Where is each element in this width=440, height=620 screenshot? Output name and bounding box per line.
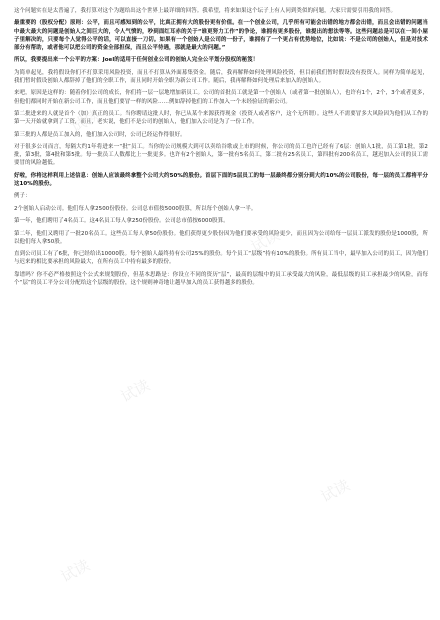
- secret-recipe-paragraph: [14, 56, 428, 64]
- third-layer-paragraph: 第三批的人都是员工加入的，他们加入公司时，公司已经运作得很好。: [14, 131, 186, 138]
- allocation-rule-paragraph: [14, 172, 428, 188]
- second-layer-paragraph: 第二批进来的人就是首个（加）真正的员工。当你聘请这批人时，你已从某个来源获得现金（投资人或者客户，这个无所谓）。这些人不需要冒多大风险因为他们从工作的第一天开始就拿到了工资，而且，老实说，他们不是公司的创始人，他们加入公司是为了一份工作。: [14, 110, 428, 126]
- principle-paragraph: [14, 19, 428, 52]
- example-step-4: 直到公司员工有了6批，你已经给出10000股。每个创始人最终持有公司25%的股份。每个员工“层级”持有10%的股份。所有员工当中，最早加入公司的员工，因为他们与迟来的相比要承担的风险最大，在所有员工中持有最多的股份。: [14, 251, 428, 266]
- example-label: 例子：: [14, 193, 31, 200]
- founders-layer-paragraph: 来吧，原因是这样的：随着你们公司的成长，你们将一层一层地增加新员工。公司的首批员工就是第一个创始人（或者第一批创始人），也许有1个，2个，3个或者更多，但他们都同时开始在新公司工作，而且他们要冒一样的风险……例如辞掉他们的工作加入一个未经验证的新公司。: [14, 90, 428, 105]
- watermark: 试读: [67, 105, 103, 136]
- watermark: 试读: [317, 475, 353, 506]
- watermark: 试读: [57, 555, 93, 586]
- assumptions-paragraph: 为简单起见，我将假设你们不打算采用风险投资，而且不打算从外面募集资金。随后，我再解释如何处理风险投资，但目前我们暂时假设没有投资人。同样为简单起见，我们暂时假设创始人都辞掉了他们的全职工作，而且同时开始全职为新公司工作。随后，我再解释如何处理后来加入的创始人。: [14, 69, 428, 84]
- principle-text: 最重要的（股权分配）原则：公平，而且可感知到的公平，比真正拥有大的股份更有价值。在一个创业公司，几乎所有可能会出错的地方都会出错，而且会出错的问题当中最大最大的问题是创始人之间巨大的，令人气愤的，吵到面红耳赤的关于“谁更努力工作”的争论，谁拥有更多股份，谁提出的想法等等。这些问题总是可以在一间小屋子里解决的，只要每个人觉得公平的话，可以直接一刀切。如果有一个创始人是公司的一份子，谁拥有了一个更占有优势地位，比如说：不是公司的创始人，但是对技术部分有帮助，或者他可以把公司的资金全部担保，而且公平待遇，那就是最大的问题。”: [14, 20, 428, 51]
- example-step-3: 第二年，他们又聘用了一批20名员工。这些员工每人拿50份股份。他们获得更少股份因为他们要承受的风险更少，而且因为公司给每一层员工派发的股份是1000股，所以他们每人拿50股。: [14, 230, 428, 245]
- allocation-rule-text: 好啦，你将这样利用上述信息：创始人应该最终拿整个公司大约50%的股份。首层下面的5层员工的每一层最终都分别分到大约10%的公司股份，每一层的员工都将平分这10%的股份。: [14, 172, 428, 187]
- example-step-2: 第一年，他们聘用了4名员工。这4名员工每人拿250份股份。公司总市值按6000股算。: [14, 218, 229, 225]
- example-step-1: 2个创始人启动公司。他们每人拿2500份股份。公司总市值按5000股算，所以每个创始人拿一半。: [14, 205, 257, 212]
- watermark: 试读: [247, 225, 283, 256]
- watermark: 试读: [117, 375, 153, 406]
- secret-recipe-text: 所以，我要提出来一个公平的方案：Joel的适用于任何创业公司的创始人完全公平划分股权的秘笈！: [14, 57, 259, 64]
- conclusion-paragraph: 靠谱吗？你不必严格按照这个公式来规划股份，但基本思路是：你设立不同的资历“层”，最高的层级中的员工承受最大的风险，最低层级的员工承担最少的风险，而每个“层”的员工平分公司分配给这个层级的股份，这个规则神奇地让越早加入的员工获得越多的股份。: [14, 271, 428, 286]
- layers-per-year-paragraph: 对于很多公司而言，每隔大约1年将进来一“批”员工。当你的公司规模大到可以卖给谷歌或上市的时候，你公司的员工也许已经有了6层：创始人1批，员工第1批，第2批，第3批，第4批和第5批。每一批员工人数都比上一批更多。也许有2个创始人，第一批有5名员工，第二批有25名员工，第四批有200名员工，越迟加入公司的员工需要冒的风险越低。: [14, 143, 428, 167]
- intro-paragraph: 这个问题实在是太普遍了，我打算对这个为题给出这个世界上最详细的回答。我希望，将来如果这个坛子上有人问到类似的问题，大家只需要引用我的回答。: [14, 8, 397, 14]
